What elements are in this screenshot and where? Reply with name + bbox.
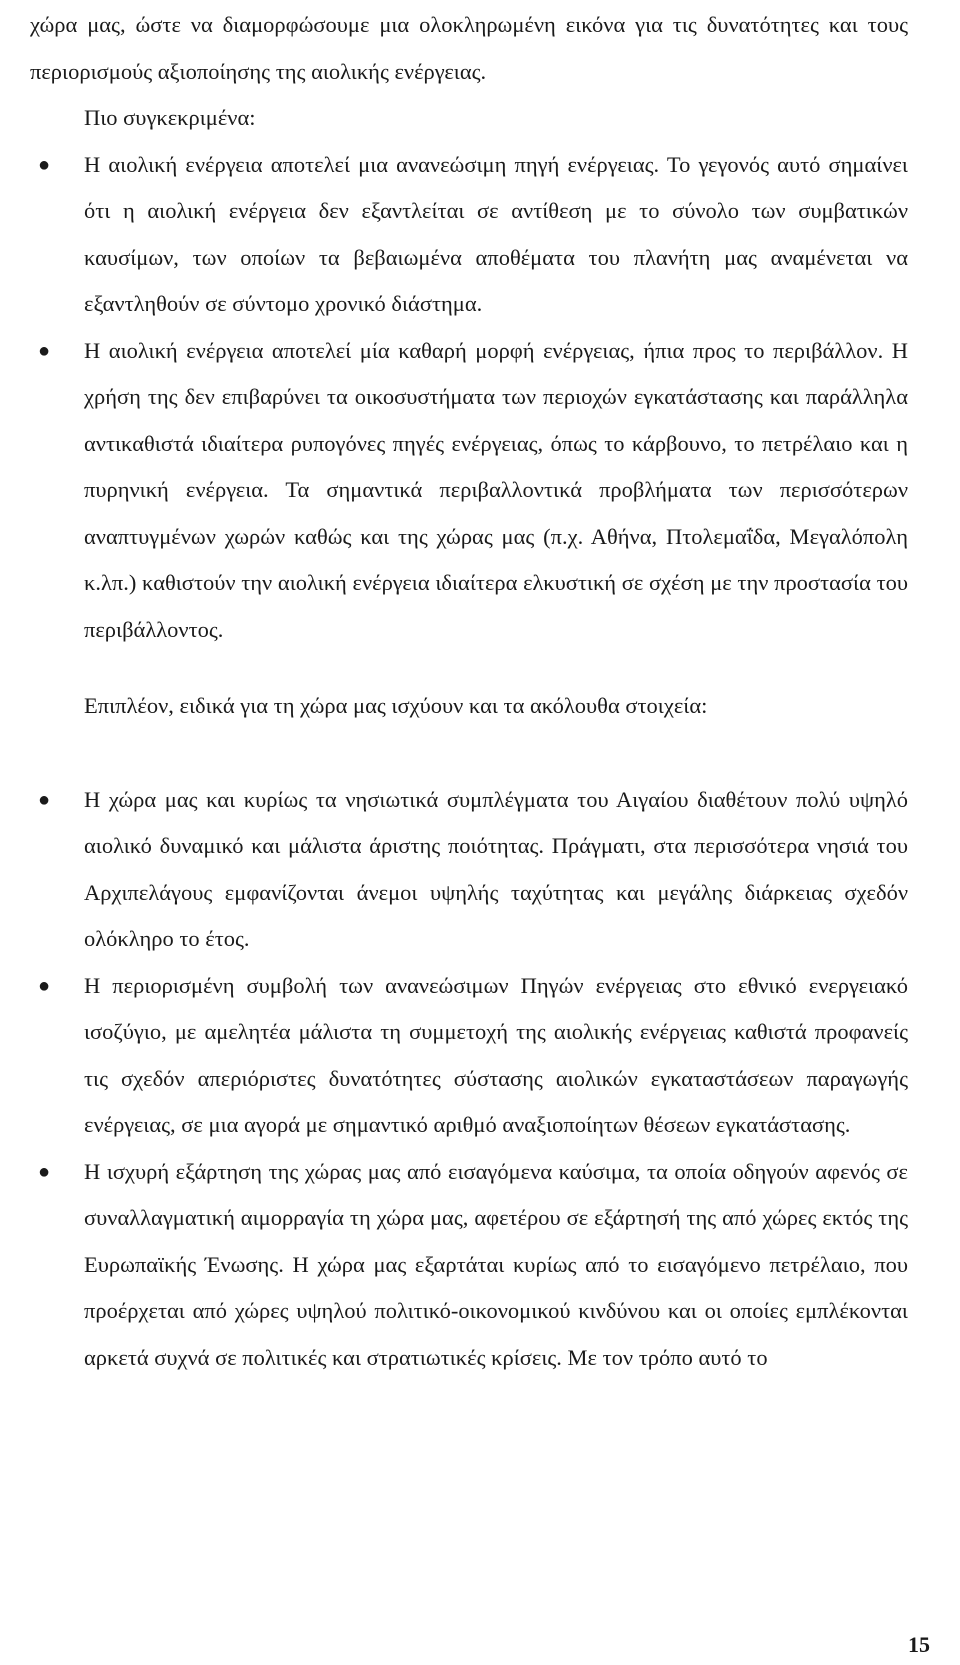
bullet-list-2 [30,777,908,1382]
list-item-text: Η ισχυρή εξάρτηση της χώρας μας από εισαγόμενα καύσιμα, τα οποία οδηγούν αφενός σε συναλλαγματική αιμορραγία τη χώρα μας, αφετέρου σε εξάρτησή της από χώρες εκτός της Ευρωπαϊκής Ένωσης. Η χώρα μας εξαρτάται κυρίως από το εισαγόμενο πετρέλαιο, που προέρχεται από χώρες υψηλού πολιτικό-οικονομικού κινδύνου και οι οποίες εμπλέκονται αρκετά συχνά σε πολιτικές και στρατιωτικές κρίσεις. Με τον τρόπο αυτό το [84,1158,908,1370]
bullet-icon: ● [38,339,51,362]
list-item-text: Η περιορισμένη συμβολή των ανανεώσιμων Πηγών ενέργειας στο εθνικό ενεργειακό ισοζύγιο, με αμελητέα μάλιστα τη συμμετοχή της αιολικής ενέργειας καθιστά προφανείς τις σχεδόν απεριόριστες δυνατότητες σύστασης αιολικών εγκαταστάσεων παραγωγής ενέργειας, σε μια αγορά με σημαντικό αριθμό αναξιοποίητων θέσεων εγκατάστασης. [84,972,908,1137]
body-text-top [30,2,908,653]
bullet-icon: ● [38,788,51,811]
list-item [30,1149,908,1382]
page-number: 15 [908,1632,930,1657]
bullet-icon: ● [38,1160,51,1183]
list-item [30,142,908,328]
body-text-section-2 [30,683,908,1381]
bullet-icon: ● [38,153,51,176]
bullet-list-1 [30,142,908,654]
list-item-text: Η χώρα μας και κυρίως τα νησιωτικά συμπλέγματα του Αιγαίου διαθέτουν πολύ υψηλό αιολικό δυναμικό και μάλιστα άριστης ποιότητας. Πράγματι, στα περισσότερα νησιά του Αρχιπελάγους εμφανίζονται άνεμοι υψηλής ταχύτητας και μεγάλης διάρκειας σχεδόν ολόκληρο το έτος. [84,786,908,951]
section2-lead: Επιπλέον, ειδικά για τη χώρα μας ισχύουν και τα ακόλουθα στοιχεία: [84,693,708,718]
list-item [30,777,908,963]
intro-lead: Πιο συγκεκριμένα: [84,105,256,130]
intro-continuation: χώρα μας, ώστε να διαμορφώσουμε μια ολοκληρωμένη εικόνα για τις δυνατότητες και τους περιορισμούς αξιοποίησης της αιολικής ενέργειας. [30,12,908,84]
list-item-text: Η αιολική ενέργεια αποτελεί μια ανανεώσιμη πηγή ενέργειας. Το γεγονός αυτό σημαίνει ότι η αιολική ενέργεια δεν εξαντλείται σε αντίθεση με το σύνολο των συμβατικών καυσίμων, των οποίων τα βεβαιωμένα αποθέματα του πλανήτη μας αναμένεται να εξαντληθούν σε σύντομο χρονικό διάστημα. [84,151,908,316]
list-item [30,963,908,1149]
bullet-icon: ● [38,974,51,997]
list-item [30,328,908,654]
list-item-text: Η αιολική ενέργεια αποτελεί μία καθαρή μορφή ενέργειας, ήπια προς το περιβάλλον. Η χρήση της δεν επιβαρύνει τα οικοσυστήματα των περιοχών εγκατάστασης και παράλληλα αντικαθιστά ιδιαίτερα ρυπογόνες πηγές ενέργειας, όπως το κάρβουνο, το πετρέλαιο και η πυρηνική ενέργεια. Τα σημαντικά περιβαλλοντικά προβλήματα των περισσότερων αναπτυγμένων χωρών καθώς και της χώρας μας (π.χ. Αθήνα, Πτολεμαΐδα, Μεγαλόπολη κ.λπ.) καθιστούν την αιολική ενέργεια ιδιαίτερα ελκυστική σε σχέση με την προστασία του περιβάλλοντος. [84,337,908,642]
